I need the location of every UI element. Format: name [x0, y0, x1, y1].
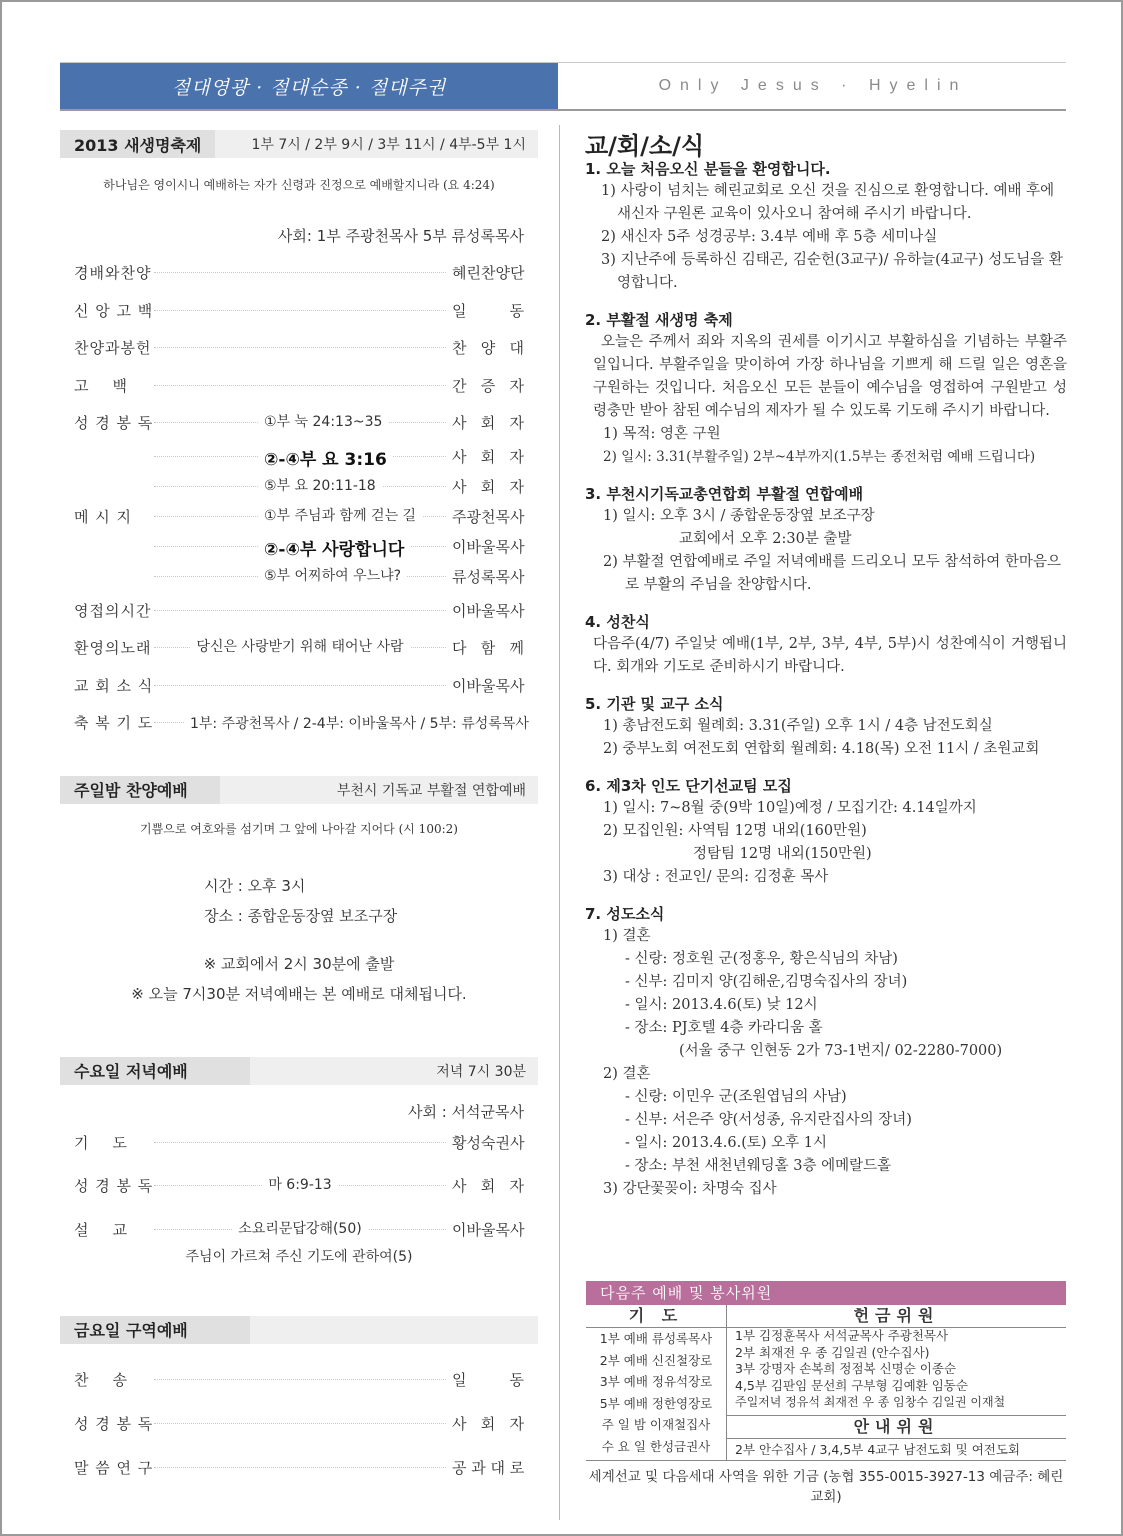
sunday-night-subtitle: 부천시 기독교 부활절 연합예배	[336, 782, 526, 799]
departure-note: ※ 교회에서 2시 30분에 출발	[203, 954, 395, 973]
order-label: 찬 송	[74, 1371, 129, 1389]
order-row	[60, 472, 538, 502]
order-person: 황성숙권사	[452, 1134, 525, 1152]
order-label: 성 경 봉 독	[74, 414, 154, 433]
news-line: 2) 결혼	[603, 1066, 651, 1082]
guide-header: 안내위원	[727, 1415, 1066, 1439]
news-heading: 7. 성도소식	[585, 905, 665, 923]
order-row	[60, 532, 538, 562]
offering-item: 1부 김정훈목사 서석균목사 주광천목사	[735, 1328, 949, 1343]
news-body: 오늘은 주께서 죄와 지옥의 권세를 이기시고 부활하심을 기념하는 부활주일입니다. 부활주일을 맞이하여 가장 하나님을 기쁘게 해 드릴 일은 영혼을 구원하는 것입니다. 처음오신 모든 분들이 예수님을 영접하여 구원받고 성령충만 받아 참된 예수님의 제자가 될 수 있도록 기도해 주시기 바랍니다.	[593, 334, 1067, 419]
news-line: 1) 일시: 7~8월 중(9박 10일)예정 / 모집기간: 4.14일까지	[603, 800, 977, 816]
news-line: - 장소: PJ호텔 4층 카라디움 홀	[625, 1020, 823, 1036]
replacement-note: ※ 오늘 7시30분 저녁예배는 본 예배로 대체됩니다.	[131, 984, 467, 1003]
news-line: - 신랑: 이민우 군(조원엽님의 사남)	[625, 1089, 847, 1105]
order-person: 이바울목사	[452, 538, 525, 556]
leader-dots	[154, 685, 446, 686]
prayer-item: 2부 예배 신진철장로	[599, 1352, 713, 1368]
prayer-item: 수 요 일 한성금권사	[601, 1438, 711, 1454]
order-row	[60, 629, 538, 667]
leader-dots	[154, 310, 446, 311]
order-label: 영접의시간	[74, 601, 152, 620]
order-row	[60, 592, 538, 630]
friday-title: 금요일 구역예배	[60, 1316, 250, 1344]
news-heading: 2. 부활절 새생명 축제	[585, 311, 733, 329]
leader-dots	[154, 540, 446, 560]
festival-host: 사회: 1부 주광천목사 5부 류성록목사	[277, 227, 524, 245]
order-row	[60, 367, 538, 405]
motto: 절대영광 · 절대순종 · 절대주권	[60, 63, 558, 109]
news-line: 1) 총남전도회 월례회: 3.31(주일) 오후 1시 / 4층 남전도회실	[603, 718, 993, 734]
order-label: 고 백	[74, 376, 129, 395]
leader-dots	[154, 1423, 446, 1424]
order-label: 설 교	[74, 1221, 129, 1239]
prayer-header: 기 도	[586, 1305, 726, 1328]
wednesday-host: 사회 : 서석균목사	[407, 1102, 524, 1121]
news-line: 정탐팀 12명 내외(150만원)	[693, 846, 872, 862]
worship-order-column	[60, 130, 538, 1490]
guide-item: 2부 안수집사 / 3,4,5부 4교구 남전도회 및 여전도회	[735, 1441, 1021, 1457]
leader-dots	[154, 1467, 446, 1468]
news-heading: 1. 오늘 처음오신 분들을 환영합니다.	[585, 160, 831, 178]
offering-header: 헌금위원	[727, 1305, 1066, 1328]
offering-column	[727, 1305, 1066, 1460]
news-line: - 신랑: 정호원 군(정홍우, 황은식님의 차남)	[625, 951, 898, 967]
offering-item: 4,5부 김판임 문선희 구부형 김예환 임동순	[735, 1377, 968, 1393]
news-line: 3) 지난주에 등록하신 김태곤, 김순헌(3교구)/ 유하늘(4교구) 성도님을 환영합니다.	[601, 252, 1063, 291]
order-row	[60, 1164, 538, 1208]
offering-item: 2부 최재전 우 종 김일권 (안수집사)	[735, 1344, 930, 1360]
order-label: 기 도	[74, 1134, 129, 1152]
order-person: 이바울목사	[452, 1221, 525, 1239]
festival-verse: 하나님은 영이시니 예배하는 자가 신령과 진정으로 예배할지니라 (요 4:24)	[103, 178, 495, 192]
order-person: 이바울목사	[452, 601, 525, 620]
order-person: 사 회 자	[452, 414, 524, 433]
order-label: 교 회 소 식	[74, 676, 154, 695]
scripture: ②-④부 요 3:16	[258, 450, 393, 470]
order-label: 축 복 기 도	[74, 714, 154, 733]
sermon-title: ②-④부 사랑합니다	[258, 540, 410, 560]
leader-dots	[154, 1221, 446, 1237]
festival-header	[60, 130, 538, 158]
order-person: 주광천목사	[452, 508, 525, 526]
leader-dots	[154, 722, 184, 723]
order-row	[60, 562, 538, 592]
mission-fund-note: 세계선교 및 다음세대 사역을 위한 기금 (농협 355-0015-3927-13 예금주: 혜린교회)	[588, 1468, 1064, 1505]
news-line: - 장소: 부천 새천년웨딩홀 3층 에메랄드홀	[625, 1158, 892, 1174]
sunday-night-title: 주일밤 찬양예배	[60, 776, 220, 804]
leader-dots	[154, 1379, 446, 1380]
offering-item: 3부 강명자 손복희 정점복 신명순 이종순	[735, 1361, 957, 1376]
sunday-night-verse: 기쁨으로 여호와를 섬기며 그 앞에 나아갈 지어다 (시 100:2)	[140, 821, 458, 836]
news-line: 1) 사랑이 넘치는 혜린교회로 오신 것을 진심으로 환영합니다. 예배 후에 새신자 구원론 교육이 있사오니 참여해 주시기 바랍니다.	[601, 183, 1055, 222]
order-label: 찬양과봉헌	[74, 339, 152, 358]
column-divider	[559, 125, 560, 1520]
offering-item: 주일저녁 정유석 최재전 우 종 임창수 김일권 이재철	[735, 1395, 1006, 1409]
order-person: 일 동	[452, 301, 524, 320]
prayer-item: 3부 예배 정유석장로	[599, 1374, 713, 1389]
order-person: 찬 양 대	[452, 339, 524, 358]
sermon-title: ①부 주님과 함께 걷는 길	[258, 508, 422, 524]
sunday-night-notes	[60, 949, 538, 1009]
order-label: 성 경 봉 독	[74, 1415, 154, 1433]
benediction-list: 1부: 주광천목사 / 2-4부: 이바울목사 / 5부: 류성록목사	[190, 715, 529, 732]
news-heading: 4. 성찬식	[585, 613, 650, 631]
order-row	[60, 667, 538, 705]
order-person: 사 회 자	[452, 448, 524, 466]
leader-dots	[154, 568, 446, 584]
news-line: 2) 새신자 5주 성경공부: 3.4부 예배 후 5층 세미나실	[601, 229, 938, 245]
sermon-title: 소요리문답강해(50)	[232, 1221, 367, 1237]
wednesday-header	[60, 1057, 538, 1085]
sunday-night-details	[60, 871, 538, 931]
leader-dots	[154, 347, 446, 348]
news-line: 3) 대상 : 전교인/ 문의: 김정훈 목사	[603, 869, 829, 885]
order-person: 이바울목사	[452, 676, 525, 695]
order-person: 다 함 께	[452, 639, 524, 658]
scripture: 마 6:9-13	[262, 1177, 337, 1193]
order-label: 환영의노래	[74, 639, 152, 658]
leader-dots	[154, 639, 446, 656]
news-line: - 일시: 2013.4.6.(토) 오후 1시	[625, 1135, 827, 1151]
wednesday-time: 저녁 7시 30분	[436, 1063, 526, 1080]
table-body	[586, 1305, 1066, 1461]
order-row	[60, 292, 538, 330]
news-line: 1) 목적: 영혼 구원	[603, 426, 721, 442]
order-row	[60, 502, 538, 532]
leader-dots	[154, 1177, 446, 1193]
news-line: - 신부: 김미지 양(김해운,김명숙집사의 장녀)	[625, 974, 908, 990]
order-row	[60, 329, 538, 367]
order-row	[60, 442, 538, 472]
sermon-subtitle: 주님이 가르쳐 주신 기도에 관하여(5)	[185, 1248, 413, 1265]
news-line: 2) 부활절 연합예배로 주일 저녁예배를 드리오니 모두 참석하여 한마음으로 부활의 주님을 찬양합시다.	[603, 554, 1061, 593]
leader-dots	[154, 414, 446, 431]
leader-dots	[154, 450, 446, 470]
order-person: 간 증 자	[452, 376, 524, 395]
scripture: ①부 눅 24:13~35	[258, 414, 388, 430]
order-person: 일 동	[452, 1371, 524, 1389]
order-row	[60, 1208, 538, 1252]
prayer-item: 5부 예배 정한영장로	[599, 1395, 713, 1411]
prayer-item: 주 일 밤 이재철집사	[601, 1417, 711, 1432]
friday-header	[60, 1316, 538, 1344]
church-news-column	[585, 126, 1067, 1201]
news-heading: 6. 제3차 인도 단기선교팀 모집	[585, 777, 792, 795]
news-body: 다음주(4/7) 주일낮 예배(1부, 2부, 3부, 4부, 5부)시 성찬예식이 거행됩니다. 회개와 기도로 준비하시기 바랍니다.	[593, 636, 1067, 675]
order-label: 신 앙 고 백	[74, 301, 154, 320]
song-title: 당신은 사랑받기 위해 태어난 사람	[190, 639, 409, 655]
sunday-night-header	[60, 776, 538, 804]
order-label: 경배와찬양	[74, 264, 152, 283]
wednesday-title: 수요일 저녁예배	[60, 1057, 250, 1085]
news-line: 2) 일시: 3.31(부활주일) 2부~4부까지(1.5부는 종전처럼 예배 드립니다)	[603, 449, 1036, 465]
news-line: - 일시: 2013.4.6(토) 낮 12시	[625, 997, 818, 1013]
news-line: 3) 강단꽃꽂이: 차명숙 집사	[603, 1181, 777, 1197]
news-line: 1) 일시: 오후 3시 / 종합운동장옆 보조구장	[603, 508, 875, 524]
leader-dots	[154, 610, 446, 611]
order-person: 사 회 자	[452, 1415, 524, 1433]
sermon-title: ⑤부 어찌하여 우느냐?	[258, 568, 407, 584]
banner	[60, 62, 1066, 111]
order-person: 류성록목사	[452, 568, 525, 586]
table-title: 다음주 예배 및 봉사위원	[586, 1281, 1066, 1305]
service-volunteers-table	[586, 1281, 1066, 1505]
news-heading: 3. 부천시기독교총연합회 부활절 연합예배	[585, 485, 864, 503]
news-line: - 신부: 서은주 양(서성종, 유지란집사의 장녀)	[625, 1112, 912, 1128]
news-line: 2) 중부노회 여전도회 연합회 월례회: 4.18(목) 오전 11시 / 초원교회	[603, 741, 1040, 757]
order-row	[60, 254, 538, 292]
tagline: Only Jesus · Hyelin	[658, 77, 968, 94]
order-row	[60, 704, 538, 742]
order-row	[60, 1446, 538, 1490]
leader-dots	[154, 272, 446, 273]
event-place: 장소 : 종합운동장옆 보조구장	[204, 906, 398, 925]
prayer-item: 1부 예배 류성록목사	[599, 1331, 713, 1346]
order-row	[60, 404, 538, 442]
news-line: 2) 모집인원: 사역팀 12명 내외(160만원)	[603, 823, 867, 839]
news-heading: 5. 기관 및 교구 소식	[585, 695, 724, 713]
news-line: (서울 중구 인현동 2가 73-1번지/ 02-2280-7000)	[679, 1043, 1003, 1059]
leader-dots	[154, 478, 446, 494]
festival-times: 1부 7시 / 2부 9시 / 3부 11시 / 4부-5부 1시	[251, 137, 526, 153]
scripture: ⑤부 요 20:11-18	[258, 478, 382, 494]
festival-title: 2013 새생명축제	[60, 130, 215, 158]
order-person: 혜린찬양단	[452, 264, 525, 283]
news-line: 1) 결혼	[603, 928, 651, 944]
leader-dots	[154, 385, 446, 386]
order-person: 사 회 자	[452, 478, 524, 496]
order-row	[60, 1358, 538, 1402]
order-label: 말 씀 연 구	[74, 1459, 154, 1477]
order-label: 성 경 봉 독	[74, 1177, 154, 1195]
news-title: 교/회/소/식	[585, 132, 705, 160]
leader-dots	[154, 508, 446, 524]
news-line: 교회에서 오후 2:30분 출발	[679, 531, 852, 547]
order-row	[60, 1402, 538, 1446]
order-person: 사 회 자	[452, 1177, 524, 1195]
event-time: 시간 : 오후 3시	[204, 876, 306, 895]
leader-dots	[154, 1142, 446, 1143]
order-row	[60, 1122, 538, 1164]
prayer-column	[586, 1305, 727, 1460]
order-label: 메 시 지	[74, 508, 133, 526]
order-person: 공 과 대 로	[452, 1459, 525, 1477]
